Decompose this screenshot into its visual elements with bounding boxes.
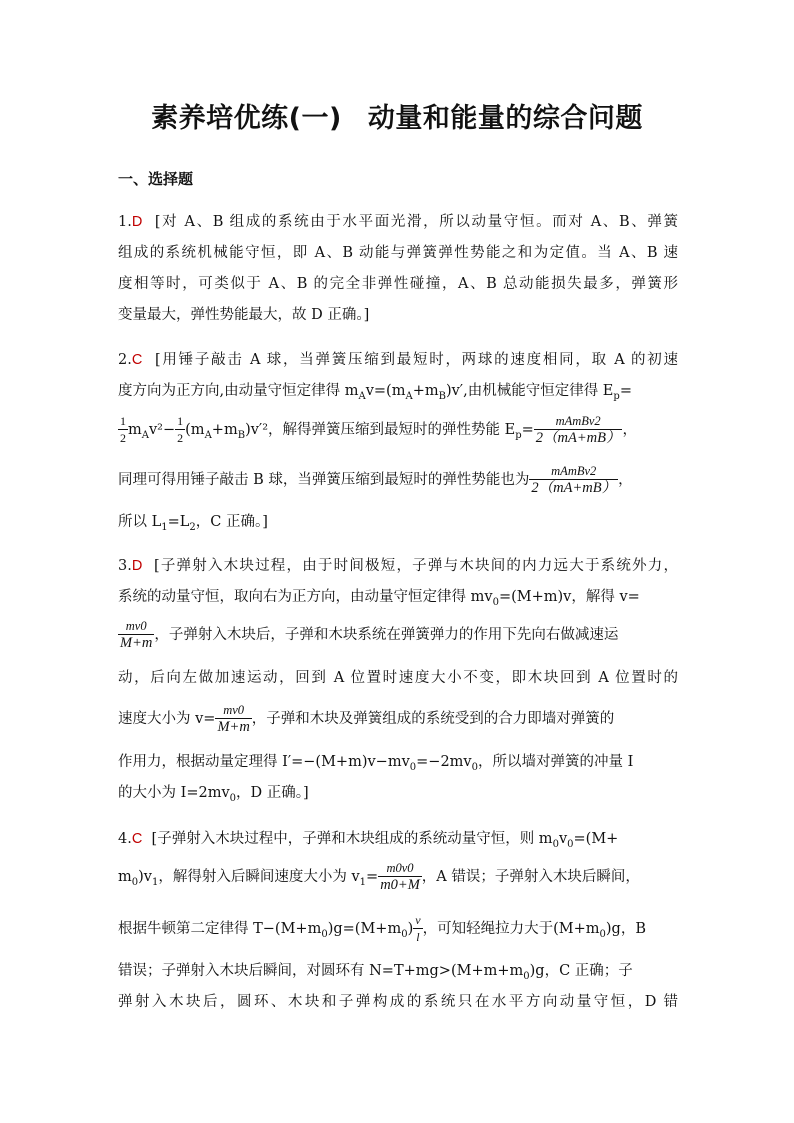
q2-frac-ep-2: $\frac{\text{mAmBv2}}{2(mA+mB)}$ — [531, 463, 617, 496]
q2-line-3: $\frac{1}{2}$ $m_Av^2-$ $\frac{1}{2}$ $(m_A+m_B)v'^2$，解得弹簧压缩到最短时的弹性势能 $E_p=$ $\frac{\text{mAmBv2}}{2(mA+mB)}$ ， — [120, 413, 637, 446]
q1-line-1: 1.D [对 A、B 组成的系统由于水平面光滑，所以动量守恒。而对 A、B、弹簧 — [118, 214, 678, 230]
q2-frac-half-1: $\frac{1}{2}$ — [120, 413, 126, 445]
q4-frac-vl: $\frac{v}{l}$ — [415, 912, 421, 944]
q2-line-4: 同理可得用锤子敲击 B 球，当弹簧压缩到最短时的弹性势能也为 $\frac{\text{mAmBv2}}{2(mA+mB)}$ ， — [118, 463, 633, 496]
q4-frac-v1: $\frac{m0v0}{m0+M}$ — [380, 860, 420, 893]
q3-frac-v-2: $\frac{mv0}{M+m}$ — [217, 702, 250, 735]
q3-line-2: 系统的动量守恒，取向右为正方向，由动量守恒定律得 $mv_0=(M+m)v$，解得 v= — [118, 589, 640, 607]
q3-line-6: 作用力，根据动量定理得 $I'=-(M+m)v-mv_0=-2mv_0$，所以墙对弹簧的冲量 I — [118, 754, 634, 772]
q1-line-3: 度相等时，可类似于 A、B 的完全非弹性碰撞，A、B 总动能损失最多，弹簧形 — [118, 276, 678, 292]
q4-line-1: 4.C [子弹射入木块过程中，子弹和木块组成的系统动量守恒，则 $m_0v_0=(M+$ — [118, 831, 619, 849]
q1-line-2: 组成的系统机械能守恒，即 A、B 动能与弹簧弹性势能之和为定值。当 A、B 速 — [118, 245, 678, 261]
q3-answer: D — [131, 558, 143, 574]
q2-frac-ep-1: $\frac{\text{mAmBv2}}{2(mA+mB)}$ — [535, 413, 621, 446]
q2-line-2: 度方向为正方向,由动量守恒定律得 $m_Av=(m_A+m_B)v'$,由机械能守恒定律得 $E_p=$ — [118, 383, 632, 401]
q3-line-1: 3.D [子弹射入木块过程，由于时间极短，子弹与木块间的内力远大于系统外力， — [118, 558, 678, 574]
q1-line-4: 变量最大，弹性势能最大，故 D 正确。] — [118, 307, 370, 323]
title-right: 动量和能量的综合问题 — [367, 103, 643, 134]
q4-line-3: 根据牛顿第二定律得 $T-(M+m_0)g=(M+m_0)$ $\frac{v}{l}$ ，可知轻绳拉力大于$(M+m_0)g$，B — [118, 912, 646, 944]
q2-frac-half-2: $\frac{1}{2}$ — [177, 413, 184, 445]
q3-frac-v-1: $\frac{mv0}{M+m}$ — [120, 618, 153, 651]
q3-line-5: 速度大小为 v= $\frac{mv0}{M+m}$ ，子弹和木块及弹簧组成的系统受到的合力即墙对弹簧的 — [118, 702, 615, 735]
q4-answer: C — [131, 831, 143, 847]
q2-line-1: 2.C [用锤子敲击 A 球，当弹簧压缩到最短时，两球的速度相同，取 A 的初速 — [118, 352, 678, 368]
q2-answer: C — [131, 352, 143, 368]
section-heading: 一、选择题 — [118, 170, 194, 188]
q3-line-4: 动，后向左做加速运动，回到 A 位置时速度大小不变，即木块回到 A 位置时的 — [118, 670, 678, 686]
q1-answer: D — [131, 214, 143, 230]
q4-line-4: 错误；子弹射入木块后瞬间，对圆环有 $N=T+mg>(M+m+m_0)g$，C 正确；子 — [118, 963, 633, 981]
page-title — [0, 96, 794, 135]
title-left: 素养培优练(一) — [151, 103, 342, 134]
q3-line-3: $\frac{mv0}{M+m}$ ，子弹射入木块后，子弹和木块系统在弹簧弹力的作用下先向右做减速运 — [120, 618, 619, 651]
q4-line-2: $m_0)v_1$，解得射入后瞬间速度大小为 $v_1=$ $\frac{m0v0}{m0+M}$ ，A 错误；子弹射入木块后瞬间， — [118, 860, 640, 893]
q3-line-7: 的大小为 $I=2mv_0$，D 正确。] — [118, 785, 309, 803]
q2-line-5: 所以 $L_1=L_2$，C 正确。] — [118, 514, 268, 532]
q4-line-5: 弹射入木块后，圆环、木块和子弹构成的系统只在水平方向动量守恒，D 错 — [118, 994, 678, 1010]
